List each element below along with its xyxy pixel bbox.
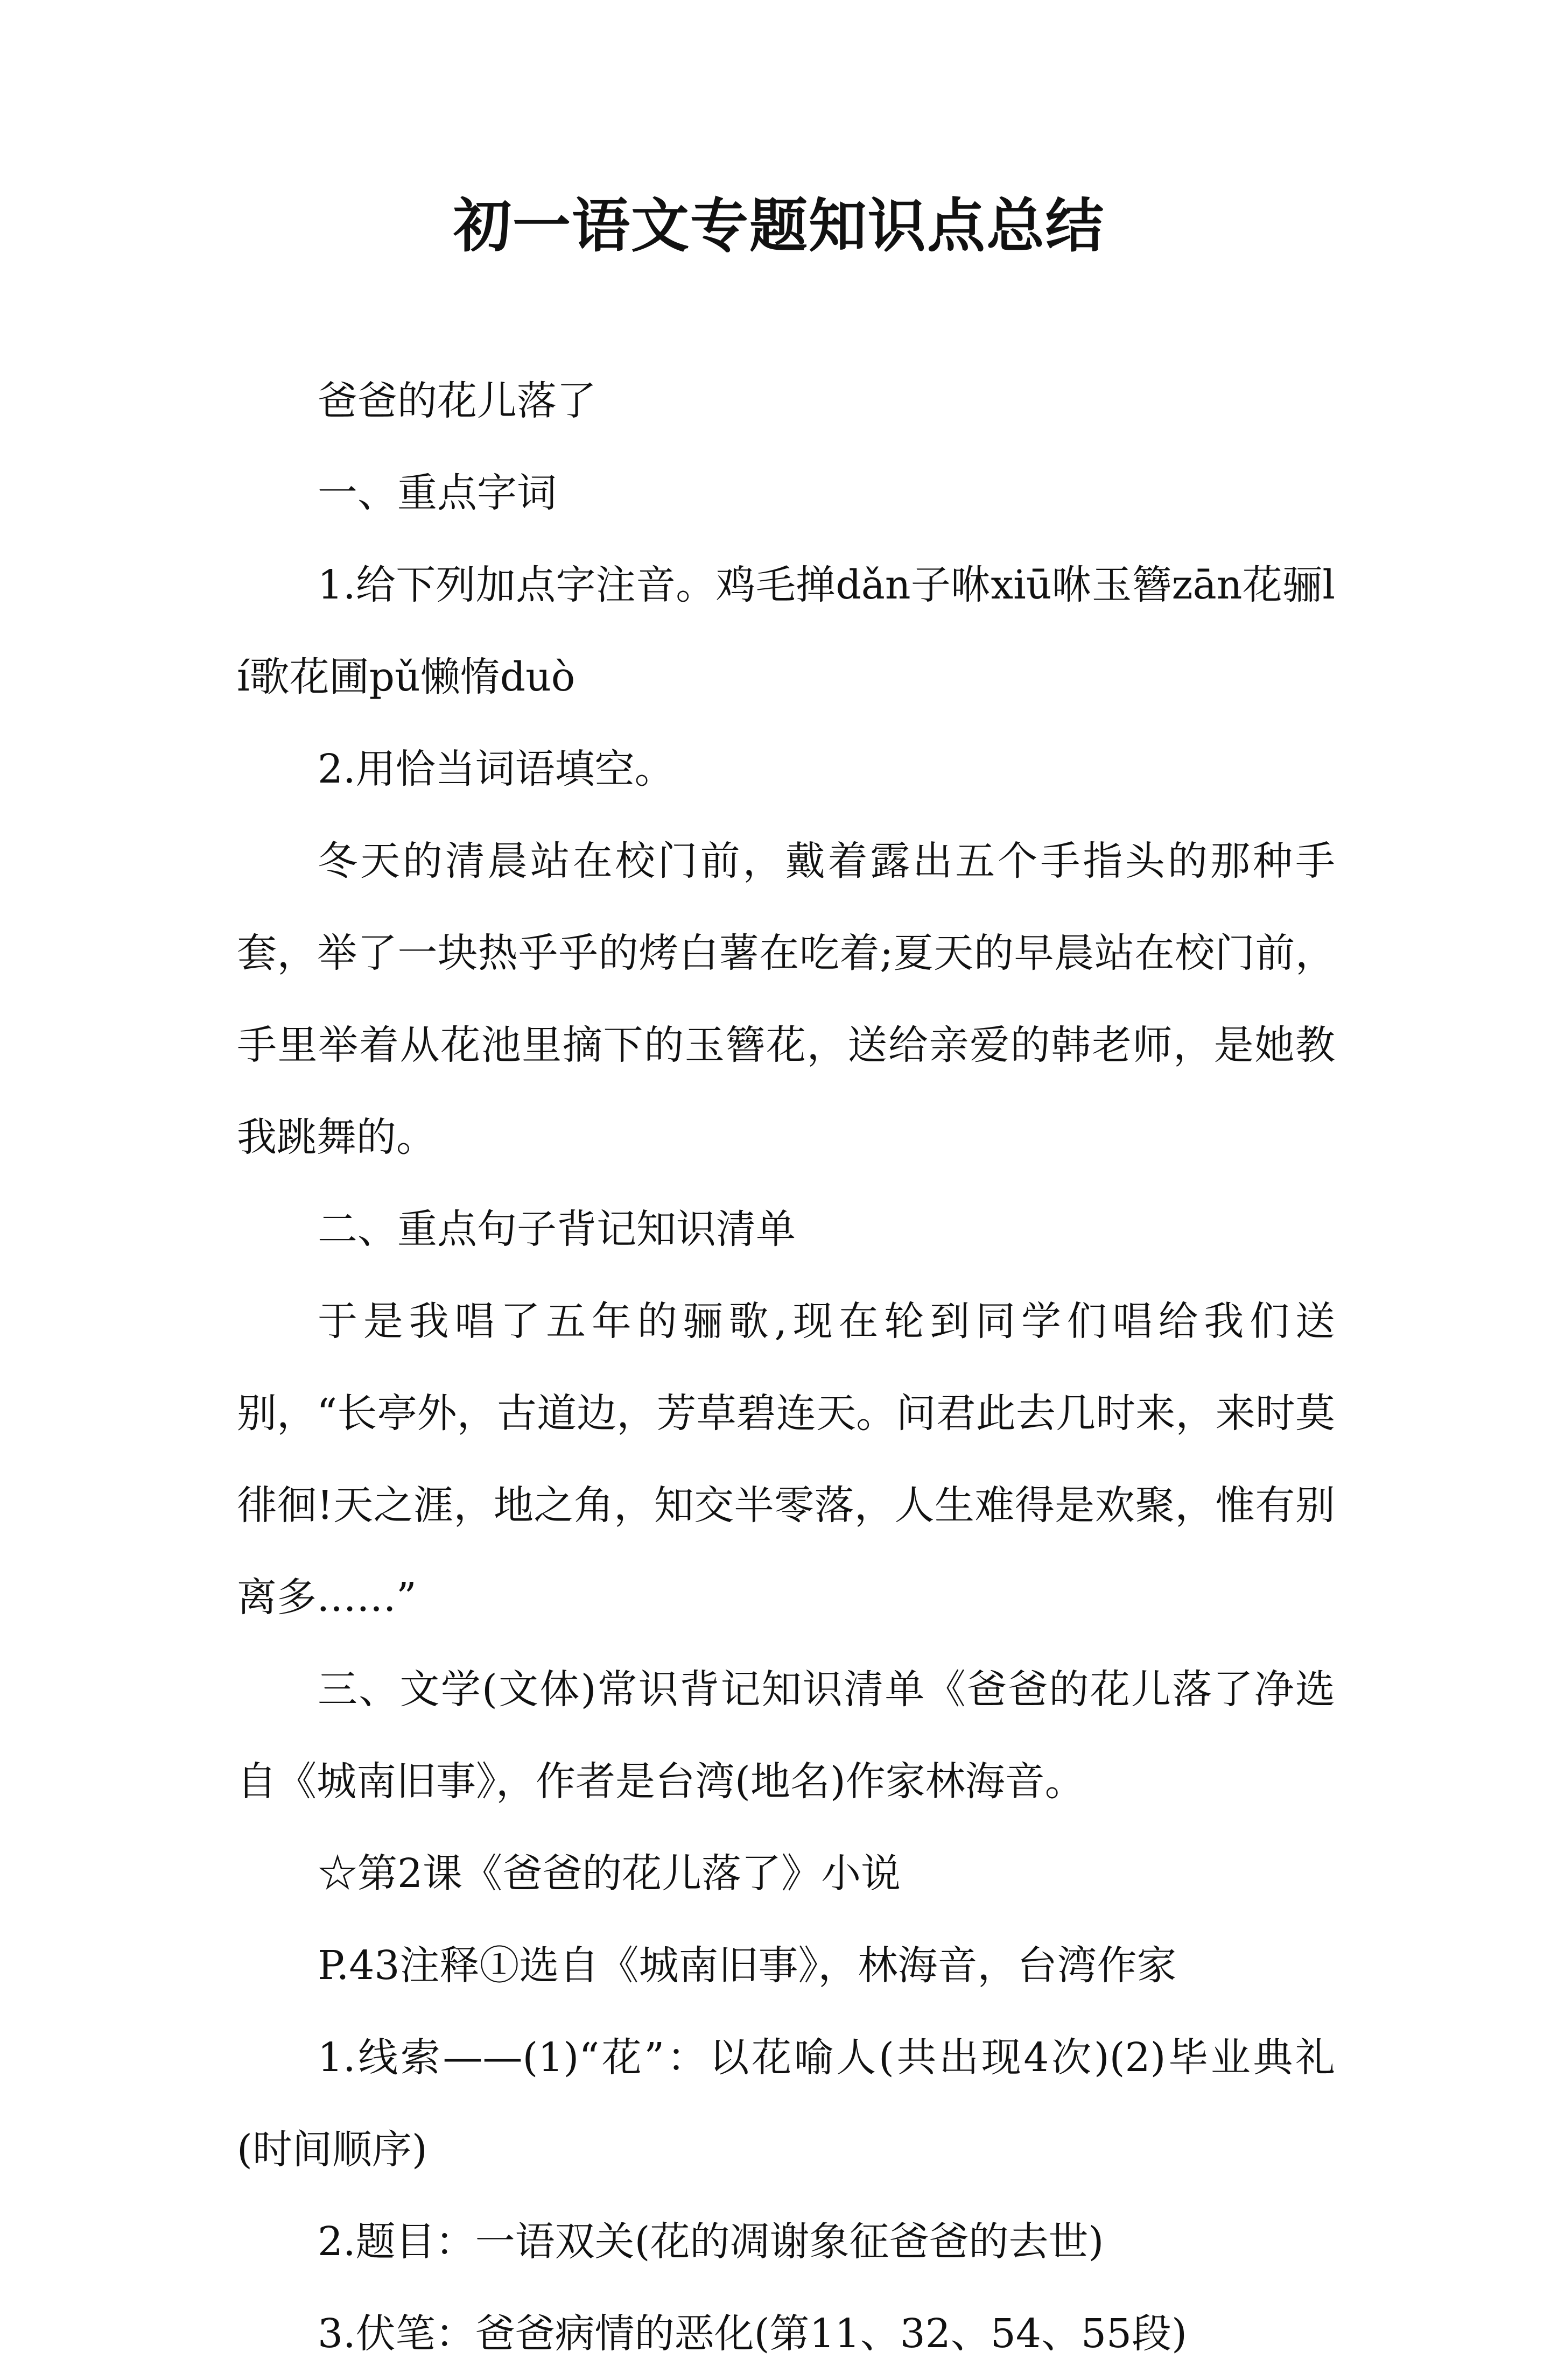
- paragraph-section-heading: 三、文学(文体)常识背记知识清单《爸爸的花儿落了净选自《城南旧事》，作者是台湾(地名)作家林海音。: [237, 1666, 1335, 1805]
- paragraph: 冬天的清晨站在校门前，戴着露出五个手指头的那种手套，举了一块热乎乎的烤白薯在吃着;夏天的早晨站在校门前，手里举着从花池里摘下的玉簪花，送给亲爱的韩老师，是她教我跳舞的。: [237, 838, 1335, 1160]
- paragraph: 2.用恰当词语填空。: [318, 746, 675, 792]
- paragraph: 1.给下列加点字注音。鸡毛掸dǎn子咻xiū咻玉簪zān花骊lí歌花圃pǔ懒惰duò: [237, 562, 1335, 700]
- paragraph: 于是我唱了五年的骊歌,现在轮到同学们唱给我们送别，“长亭外，古道边，芳草碧连天。问君此去几时来，来时莫徘徊!天之涯，地之角，知交半零落，人生难得是欢聚，惟有别离多……”: [237, 1298, 1335, 1621]
- paragraph-lesson-title: 爸爸的花儿落了: [318, 378, 596, 424]
- paragraph: P.43注释①选自《城南旧事》，林海音，台湾作家: [318, 1942, 1177, 1989]
- paragraph: ☆第2课《爸爸的花儿落了》小说: [318, 1850, 901, 1897]
- paragraph: 1.线索——(1)“花”：以花喻人(共出现4次)(2)毕业典礼(时间顺序): [237, 2034, 1335, 2173]
- paragraph-section-heading: 一、重点字词: [318, 470, 557, 516]
- document-title: 初一语文专题知识点总结: [453, 192, 1105, 260]
- paragraph-section-heading: 二、重点句子背记知识清单: [318, 1206, 796, 1252]
- paragraph: 3.伏笔：爸爸病情的恶化(第11、32、54、55段): [318, 2311, 1187, 2357]
- paragraph: 2.题目：一语双关(花的凋谢象征爸爸的去世): [318, 2219, 1104, 2265]
- document-body: [237, 355, 1335, 2380]
